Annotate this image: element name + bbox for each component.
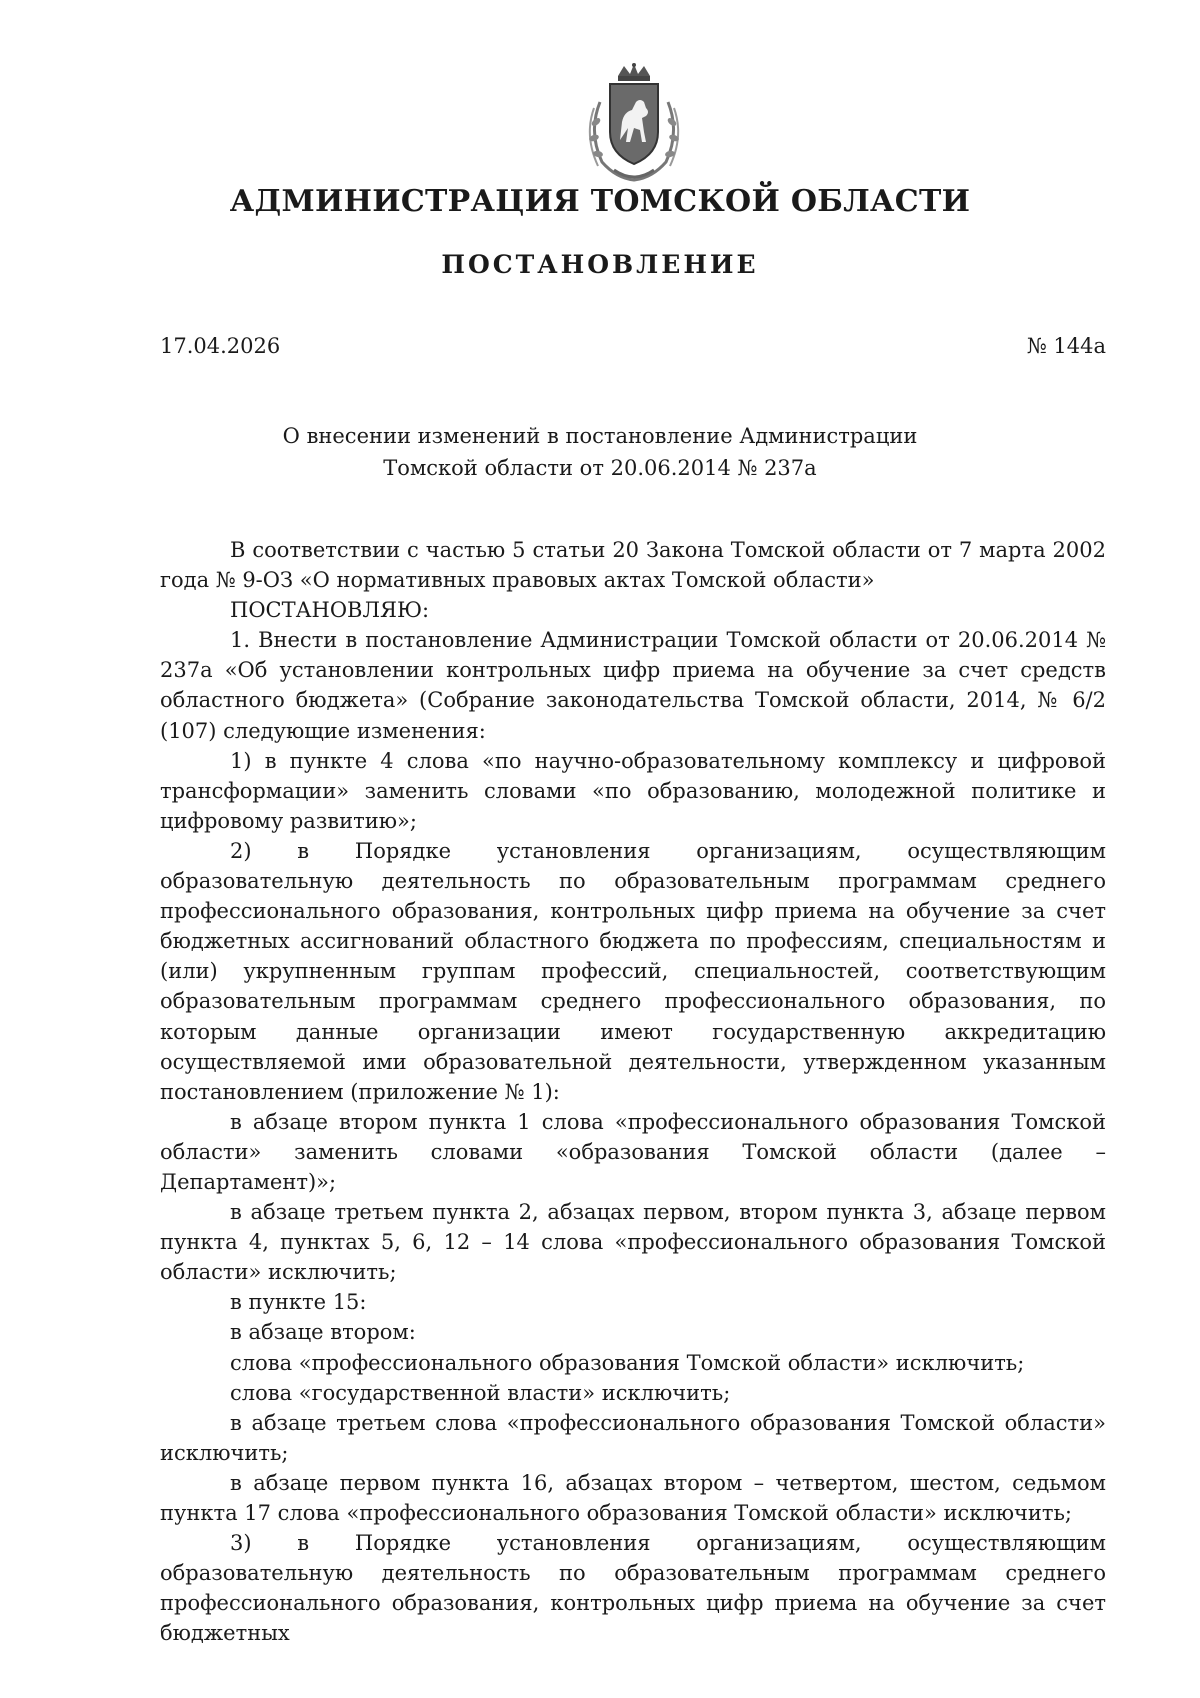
document-subject <box>240 420 960 484</box>
body-paragraph: в абзаце втором: <box>230 1320 416 1345</box>
organization-title: АДМИНИСТРАЦИЯ ТОМСКОЙ ОБЛАСТИ <box>229 184 971 219</box>
document-type: ПОСТАНОВЛЕНИЕ <box>441 250 759 279</box>
document-number: № 144а <box>1026 334 1106 358</box>
body-paragraph: в абзаце первом пункта 16, абзацах втором – четвертом, шестом, седьмом пункта 17 слова «профессионального образования Томской области» исключить; <box>160 1470 1106 1525</box>
body-paragraph: слова «профессионального образования Томской области» исключить; <box>230 1350 1025 1375</box>
coat-of-arms-icon <box>580 62 688 186</box>
body-paragraph: в пункте 15: <box>230 1290 367 1315</box>
document-date: 17.04.2026 <box>160 334 281 358</box>
body-paragraph: в абзаце третьем пункта 2, абзацах первом, втором пункта 3, абзаце первом пункта 4, пунктах 5, 6, 12 – 14 слова «профессионального образования Томской области» исключить; <box>160 1200 1106 1285</box>
body-paragraph: 3) в Порядке установления организациям, осуществляющим образовательную деятельность по образовательным программам среднего профессионального образования, контрольных цифр приема на обучение за счет бюджетных <box>160 1531 1106 1646</box>
subject-line: О внесении изменений в постановление Администрации <box>282 424 918 448</box>
body-paragraph: 1. Внести в постановление Администрации Томской области от 20.06.2014 № 237а «Об установлении контрольных цифр приема на обучение за счет средств областного бюджета» (Собрание законодательства Томской области, 2014, № 6/2 (107) следующие изменения: <box>160 628 1106 743</box>
body-paragraph: в абзаце втором пункта 1 слова «профессионального образования Томской области» заменить словами «образования Томской области (далее – Департамент)»; <box>160 1109 1106 1194</box>
body-paragraph: В соответствии с частью 5 статьи 20 Закона Томской области от 7 марта 2002 года № 9-ОЗ «О нормативных правовых актах Томской области» <box>160 538 1106 593</box>
body-paragraph: в абзаце третьем слова «профессионального образования Томской области» исключить; <box>160 1410 1106 1465</box>
resolution-keyword: ПОСТАНОВЛЯЮ: <box>230 598 430 623</box>
body-paragraph: 1) в пункте 4 слова «по научно-образовательному комплексу и цифровой трансформации» заменить словами «по образованию, молодежной политике и цифровому развитию»; <box>160 748 1106 833</box>
subject-line: Томской области от 20.06.2014 № 237а <box>383 456 817 480</box>
body-paragraph: слова «государственной власти» исключить; <box>230 1380 731 1405</box>
document-body <box>160 535 1106 1648</box>
body-paragraph: 2) в Порядке установления организациям, осуществляющим образовательную деятельность по образовательным программам среднего профессионального образования, контрольных цифр приема на обучение за счет бюджетных ассигнований областного бюджета по профессиям, специальностям и (или) укрупненным группам профессий, специальностей, соответствующим образовательным программам среднего профессионального образования, по которым данные организации имеют государственную аккредитацию осуществляемой ими образовательной деятельности, утвержденном указанным постановлением (приложение № 1): <box>160 838 1106 1104</box>
